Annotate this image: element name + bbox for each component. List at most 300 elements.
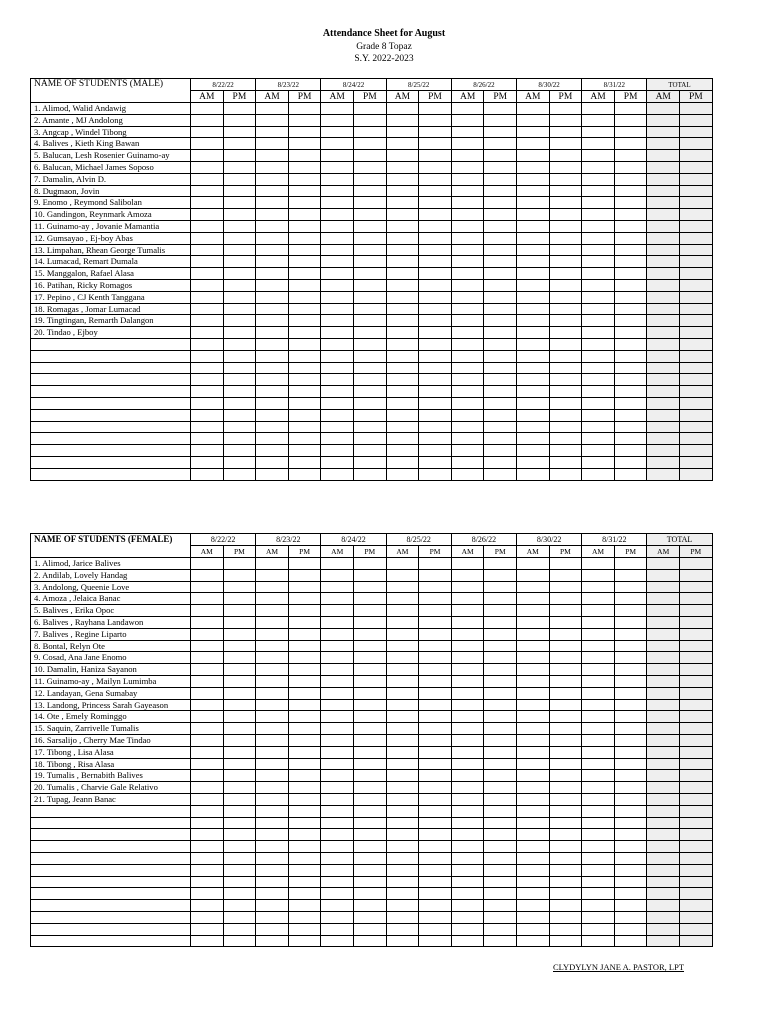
attendance-cell[interactable] bbox=[288, 616, 321, 628]
attendance-cell[interactable] bbox=[223, 445, 256, 457]
attendance-cell[interactable] bbox=[582, 711, 615, 723]
attendance-cell[interactable] bbox=[549, 468, 582, 480]
attendance-cell[interactable] bbox=[321, 581, 354, 593]
total-cell[interactable] bbox=[680, 770, 713, 782]
attendance-cell[interactable] bbox=[419, 675, 452, 687]
attendance-cell[interactable] bbox=[451, 699, 484, 711]
total-cell[interactable] bbox=[647, 468, 680, 480]
total-cell[interactable] bbox=[680, 232, 713, 244]
attendance-cell[interactable] bbox=[549, 876, 582, 888]
attendance-cell[interactable] bbox=[517, 268, 550, 280]
attendance-cell[interactable] bbox=[223, 876, 256, 888]
attendance-cell[interactable] bbox=[354, 675, 387, 687]
attendance-cell[interactable] bbox=[386, 173, 419, 185]
attendance-cell[interactable] bbox=[386, 711, 419, 723]
attendance-cell[interactable] bbox=[386, 315, 419, 327]
attendance-cell[interactable] bbox=[354, 197, 387, 209]
attendance-cell[interactable] bbox=[256, 445, 289, 457]
attendance-cell[interactable] bbox=[549, 409, 582, 421]
total-cell[interactable] bbox=[647, 138, 680, 150]
attendance-cell[interactable] bbox=[191, 817, 224, 829]
attendance-cell[interactable] bbox=[419, 605, 452, 617]
attendance-cell[interactable] bbox=[223, 256, 256, 268]
attendance-cell[interactable] bbox=[582, 734, 615, 746]
attendance-cell[interactable] bbox=[484, 687, 517, 699]
attendance-cell[interactable] bbox=[256, 409, 289, 421]
attendance-cell[interactable] bbox=[354, 687, 387, 699]
attendance-cell[interactable] bbox=[288, 114, 321, 126]
attendance-cell[interactable] bbox=[354, 616, 387, 628]
attendance-cell[interactable] bbox=[223, 687, 256, 699]
attendance-cell[interactable] bbox=[321, 232, 354, 244]
attendance-cell[interactable] bbox=[191, 338, 224, 350]
attendance-cell[interactable] bbox=[321, 616, 354, 628]
attendance-cell[interactable] bbox=[549, 841, 582, 853]
attendance-cell[interactable] bbox=[582, 793, 615, 805]
attendance-cell[interactable] bbox=[451, 315, 484, 327]
attendance-cell[interactable] bbox=[386, 652, 419, 664]
attendance-cell[interactable] bbox=[582, 161, 615, 173]
attendance-cell[interactable] bbox=[223, 338, 256, 350]
attendance-cell[interactable] bbox=[484, 173, 517, 185]
attendance-cell[interactable] bbox=[386, 468, 419, 480]
attendance-cell[interactable] bbox=[321, 876, 354, 888]
attendance-cell[interactable] bbox=[288, 279, 321, 291]
attendance-cell[interactable] bbox=[582, 445, 615, 457]
total-cell[interactable] bbox=[680, 138, 713, 150]
attendance-cell[interactable] bbox=[419, 456, 452, 468]
attendance-cell[interactable] bbox=[321, 185, 354, 197]
total-cell[interactable] bbox=[680, 315, 713, 327]
attendance-cell[interactable] bbox=[451, 114, 484, 126]
attendance-cell[interactable] bbox=[321, 338, 354, 350]
attendance-cell[interactable] bbox=[256, 569, 289, 581]
attendance-cell[interactable] bbox=[419, 805, 452, 817]
attendance-cell[interactable] bbox=[288, 805, 321, 817]
attendance-cell[interactable] bbox=[419, 409, 452, 421]
attendance-cell[interactable] bbox=[451, 103, 484, 115]
attendance-cell[interactable] bbox=[517, 445, 550, 457]
attendance-cell[interactable] bbox=[549, 138, 582, 150]
attendance-cell[interactable] bbox=[614, 114, 647, 126]
attendance-cell[interactable] bbox=[191, 723, 224, 735]
attendance-cell[interactable] bbox=[451, 327, 484, 339]
attendance-cell[interactable] bbox=[484, 770, 517, 782]
attendance-cell[interactable] bbox=[614, 279, 647, 291]
attendance-cell[interactable] bbox=[582, 664, 615, 676]
attendance-cell[interactable] bbox=[256, 138, 289, 150]
attendance-cell[interactable] bbox=[517, 935, 550, 947]
attendance-cell[interactable] bbox=[256, 279, 289, 291]
attendance-cell[interactable] bbox=[549, 581, 582, 593]
attendance-cell[interactable] bbox=[582, 244, 615, 256]
attendance-cell[interactable] bbox=[354, 911, 387, 923]
total-cell[interactable] bbox=[680, 876, 713, 888]
attendance-cell[interactable] bbox=[256, 421, 289, 433]
attendance-cell[interactable] bbox=[191, 675, 224, 687]
attendance-cell[interactable] bbox=[386, 103, 419, 115]
attendance-cell[interactable] bbox=[256, 616, 289, 628]
total-cell[interactable] bbox=[647, 279, 680, 291]
attendance-cell[interactable] bbox=[517, 185, 550, 197]
attendance-cell[interactable] bbox=[614, 852, 647, 864]
attendance-cell[interactable] bbox=[321, 711, 354, 723]
attendance-cell[interactable] bbox=[451, 268, 484, 280]
attendance-cell[interactable] bbox=[223, 197, 256, 209]
total-cell[interactable] bbox=[647, 209, 680, 221]
attendance-cell[interactable] bbox=[484, 888, 517, 900]
attendance-cell[interactable] bbox=[484, 593, 517, 605]
attendance-cell[interactable] bbox=[517, 569, 550, 581]
attendance-cell[interactable] bbox=[484, 232, 517, 244]
attendance-cell[interactable] bbox=[288, 138, 321, 150]
attendance-cell[interactable] bbox=[484, 114, 517, 126]
attendance-cell[interactable] bbox=[484, 628, 517, 640]
attendance-cell[interactable] bbox=[321, 923, 354, 935]
attendance-cell[interactable] bbox=[354, 734, 387, 746]
attendance-cell[interactable] bbox=[614, 232, 647, 244]
attendance-cell[interactable] bbox=[517, 456, 550, 468]
attendance-cell[interactable] bbox=[321, 150, 354, 162]
total-cell[interactable] bbox=[680, 652, 713, 664]
attendance-cell[interactable] bbox=[419, 197, 452, 209]
attendance-cell[interactable] bbox=[582, 581, 615, 593]
attendance-cell[interactable] bbox=[484, 433, 517, 445]
attendance-cell[interactable] bbox=[517, 687, 550, 699]
attendance-cell[interactable] bbox=[354, 805, 387, 817]
attendance-cell[interactable] bbox=[256, 150, 289, 162]
attendance-cell[interactable] bbox=[517, 173, 550, 185]
attendance-cell[interactable] bbox=[582, 350, 615, 362]
attendance-cell[interactable] bbox=[288, 374, 321, 386]
attendance-cell[interactable] bbox=[191, 197, 224, 209]
total-cell[interactable] bbox=[647, 569, 680, 581]
total-cell[interactable] bbox=[647, 770, 680, 782]
total-cell[interactable] bbox=[680, 445, 713, 457]
total-cell[interactable] bbox=[647, 303, 680, 315]
attendance-cell[interactable] bbox=[256, 291, 289, 303]
attendance-cell[interactable] bbox=[419, 746, 452, 758]
attendance-cell[interactable] bbox=[549, 628, 582, 640]
attendance-cell[interactable] bbox=[191, 782, 224, 794]
attendance-cell[interactable] bbox=[484, 315, 517, 327]
attendance-cell[interactable] bbox=[582, 841, 615, 853]
attendance-cell[interactable] bbox=[582, 256, 615, 268]
attendance-cell[interactable] bbox=[419, 161, 452, 173]
attendance-cell[interactable] bbox=[256, 758, 289, 770]
attendance-cell[interactable] bbox=[223, 569, 256, 581]
attendance-cell[interactable] bbox=[256, 397, 289, 409]
attendance-cell[interactable] bbox=[321, 628, 354, 640]
total-cell[interactable] bbox=[680, 793, 713, 805]
attendance-cell[interactable] bbox=[321, 900, 354, 912]
attendance-cell[interactable] bbox=[582, 911, 615, 923]
attendance-cell[interactable] bbox=[191, 687, 224, 699]
attendance-cell[interactable] bbox=[451, 244, 484, 256]
attendance-cell[interactable] bbox=[517, 876, 550, 888]
attendance-cell[interactable] bbox=[386, 433, 419, 445]
attendance-cell[interactable] bbox=[354, 456, 387, 468]
attendance-cell[interactable] bbox=[419, 303, 452, 315]
attendance-cell[interactable] bbox=[321, 445, 354, 457]
attendance-cell[interactable] bbox=[549, 746, 582, 758]
total-cell[interactable] bbox=[647, 386, 680, 398]
attendance-cell[interactable] bbox=[191, 805, 224, 817]
attendance-cell[interactable] bbox=[354, 888, 387, 900]
total-cell[interactable] bbox=[647, 605, 680, 617]
attendance-cell[interactable] bbox=[614, 758, 647, 770]
attendance-cell[interactable] bbox=[288, 628, 321, 640]
total-cell[interactable] bbox=[647, 723, 680, 735]
attendance-cell[interactable] bbox=[191, 841, 224, 853]
attendance-cell[interactable] bbox=[582, 197, 615, 209]
attendance-cell[interactable] bbox=[549, 829, 582, 841]
attendance-cell[interactable] bbox=[451, 209, 484, 221]
attendance-cell[interactable] bbox=[582, 758, 615, 770]
attendance-cell[interactable] bbox=[549, 723, 582, 735]
attendance-cell[interactable] bbox=[191, 327, 224, 339]
attendance-cell[interactable] bbox=[223, 923, 256, 935]
attendance-cell[interactable] bbox=[582, 746, 615, 758]
attendance-cell[interactable] bbox=[484, 350, 517, 362]
attendance-cell[interactable] bbox=[451, 664, 484, 676]
attendance-cell[interactable] bbox=[386, 161, 419, 173]
attendance-cell[interactable] bbox=[614, 558, 647, 570]
attendance-cell[interactable] bbox=[451, 468, 484, 480]
attendance-cell[interactable] bbox=[549, 220, 582, 232]
total-cell[interactable] bbox=[680, 114, 713, 126]
attendance-cell[interactable] bbox=[549, 268, 582, 280]
attendance-cell[interactable] bbox=[223, 232, 256, 244]
total-cell[interactable] bbox=[680, 817, 713, 829]
attendance-cell[interactable] bbox=[484, 723, 517, 735]
attendance-cell[interactable] bbox=[321, 291, 354, 303]
total-cell[interactable] bbox=[680, 935, 713, 947]
attendance-cell[interactable] bbox=[191, 161, 224, 173]
attendance-cell[interactable] bbox=[256, 468, 289, 480]
attendance-cell[interactable] bbox=[321, 723, 354, 735]
attendance-cell[interactable] bbox=[288, 397, 321, 409]
attendance-cell[interactable] bbox=[614, 327, 647, 339]
attendance-cell[interactable] bbox=[614, 675, 647, 687]
attendance-cell[interactable] bbox=[354, 185, 387, 197]
attendance-cell[interactable] bbox=[614, 362, 647, 374]
attendance-cell[interactable] bbox=[223, 558, 256, 570]
attendance-cell[interactable] bbox=[288, 675, 321, 687]
attendance-cell[interactable] bbox=[386, 327, 419, 339]
attendance-cell[interactable] bbox=[419, 758, 452, 770]
attendance-cell[interactable] bbox=[614, 616, 647, 628]
attendance-cell[interactable] bbox=[614, 291, 647, 303]
attendance-cell[interactable] bbox=[386, 675, 419, 687]
attendance-cell[interactable] bbox=[288, 876, 321, 888]
attendance-cell[interactable] bbox=[321, 675, 354, 687]
total-cell[interactable] bbox=[647, 805, 680, 817]
attendance-cell[interactable] bbox=[223, 303, 256, 315]
total-cell[interactable] bbox=[680, 409, 713, 421]
attendance-cell[interactable] bbox=[354, 605, 387, 617]
attendance-cell[interactable] bbox=[582, 362, 615, 374]
attendance-cell[interactable] bbox=[223, 829, 256, 841]
attendance-cell[interactable] bbox=[419, 279, 452, 291]
attendance-cell[interactable] bbox=[451, 876, 484, 888]
attendance-cell[interactable] bbox=[614, 793, 647, 805]
attendance-cell[interactable] bbox=[517, 150, 550, 162]
attendance-cell[interactable] bbox=[288, 220, 321, 232]
attendance-cell[interactable] bbox=[321, 558, 354, 570]
attendance-cell[interactable] bbox=[614, 468, 647, 480]
attendance-cell[interactable] bbox=[451, 616, 484, 628]
attendance-cell[interactable] bbox=[256, 220, 289, 232]
attendance-cell[interactable] bbox=[354, 569, 387, 581]
total-cell[interactable] bbox=[647, 197, 680, 209]
attendance-cell[interactable] bbox=[582, 303, 615, 315]
attendance-cell[interactable] bbox=[517, 888, 550, 900]
attendance-cell[interactable] bbox=[288, 699, 321, 711]
attendance-cell[interactable] bbox=[614, 268, 647, 280]
attendance-cell[interactable] bbox=[354, 374, 387, 386]
attendance-cell[interactable] bbox=[419, 291, 452, 303]
attendance-cell[interactable] bbox=[321, 173, 354, 185]
attendance-cell[interactable] bbox=[419, 256, 452, 268]
total-cell[interactable] bbox=[680, 350, 713, 362]
total-cell[interactable] bbox=[647, 664, 680, 676]
attendance-cell[interactable] bbox=[321, 652, 354, 664]
attendance-cell[interactable] bbox=[191, 445, 224, 457]
attendance-cell[interactable] bbox=[582, 433, 615, 445]
attendance-cell[interactable] bbox=[419, 793, 452, 805]
attendance-cell[interactable] bbox=[517, 900, 550, 912]
attendance-cell[interactable] bbox=[223, 817, 256, 829]
attendance-cell[interactable] bbox=[223, 468, 256, 480]
attendance-cell[interactable] bbox=[582, 327, 615, 339]
attendance-cell[interactable] bbox=[549, 244, 582, 256]
attendance-cell[interactable] bbox=[484, 793, 517, 805]
attendance-cell[interactable] bbox=[354, 303, 387, 315]
attendance-cell[interactable] bbox=[354, 256, 387, 268]
attendance-cell[interactable] bbox=[614, 805, 647, 817]
attendance-cell[interactable] bbox=[614, 315, 647, 327]
attendance-cell[interactable] bbox=[386, 734, 419, 746]
attendance-cell[interactable] bbox=[256, 593, 289, 605]
attendance-cell[interactable] bbox=[549, 852, 582, 864]
attendance-cell[interactable] bbox=[288, 652, 321, 664]
attendance-cell[interactable] bbox=[484, 421, 517, 433]
total-cell[interactable] bbox=[680, 711, 713, 723]
total-cell[interactable] bbox=[680, 209, 713, 221]
attendance-cell[interactable] bbox=[614, 723, 647, 735]
attendance-cell[interactable] bbox=[582, 569, 615, 581]
attendance-cell[interactable] bbox=[484, 197, 517, 209]
total-cell[interactable] bbox=[647, 852, 680, 864]
total-cell[interactable] bbox=[680, 805, 713, 817]
attendance-cell[interactable] bbox=[354, 699, 387, 711]
attendance-cell[interactable] bbox=[582, 291, 615, 303]
attendance-cell[interactable] bbox=[549, 185, 582, 197]
attendance-cell[interactable] bbox=[419, 445, 452, 457]
attendance-cell[interactable] bbox=[223, 782, 256, 794]
attendance-cell[interactable] bbox=[288, 468, 321, 480]
total-cell[interactable] bbox=[647, 244, 680, 256]
attendance-cell[interactable] bbox=[419, 103, 452, 115]
attendance-cell[interactable] bbox=[517, 923, 550, 935]
attendance-cell[interactable] bbox=[549, 173, 582, 185]
attendance-cell[interactable] bbox=[517, 232, 550, 244]
attendance-cell[interactable] bbox=[614, 421, 647, 433]
attendance-cell[interactable] bbox=[223, 185, 256, 197]
attendance-cell[interactable] bbox=[354, 209, 387, 221]
attendance-cell[interactable] bbox=[386, 640, 419, 652]
attendance-cell[interactable] bbox=[419, 664, 452, 676]
attendance-cell[interactable] bbox=[191, 652, 224, 664]
attendance-cell[interactable] bbox=[386, 746, 419, 758]
attendance-cell[interactable] bbox=[321, 256, 354, 268]
attendance-cell[interactable] bbox=[386, 362, 419, 374]
attendance-cell[interactable] bbox=[517, 362, 550, 374]
attendance-cell[interactable] bbox=[484, 569, 517, 581]
attendance-cell[interactable] bbox=[451, 197, 484, 209]
attendance-cell[interactable] bbox=[386, 923, 419, 935]
attendance-cell[interactable] bbox=[419, 734, 452, 746]
attendance-cell[interactable] bbox=[484, 220, 517, 232]
attendance-cell[interactable] bbox=[191, 888, 224, 900]
attendance-cell[interactable] bbox=[517, 350, 550, 362]
attendance-cell[interactable] bbox=[614, 923, 647, 935]
attendance-cell[interactable] bbox=[256, 232, 289, 244]
total-cell[interactable] bbox=[647, 103, 680, 115]
attendance-cell[interactable] bbox=[321, 268, 354, 280]
attendance-cell[interactable] bbox=[419, 126, 452, 138]
attendance-cell[interactable] bbox=[288, 303, 321, 315]
attendance-cell[interactable] bbox=[354, 935, 387, 947]
attendance-cell[interactable] bbox=[386, 876, 419, 888]
attendance-cell[interactable] bbox=[386, 864, 419, 876]
attendance-cell[interactable] bbox=[451, 126, 484, 138]
attendance-cell[interactable] bbox=[354, 829, 387, 841]
attendance-cell[interactable] bbox=[191, 362, 224, 374]
total-cell[interactable] bbox=[647, 817, 680, 829]
attendance-cell[interactable] bbox=[288, 900, 321, 912]
attendance-cell[interactable] bbox=[191, 746, 224, 758]
attendance-cell[interactable] bbox=[517, 852, 550, 864]
attendance-cell[interactable] bbox=[582, 852, 615, 864]
attendance-cell[interactable] bbox=[191, 350, 224, 362]
attendance-cell[interactable] bbox=[451, 409, 484, 421]
attendance-cell[interactable] bbox=[517, 782, 550, 794]
attendance-cell[interactable] bbox=[451, 220, 484, 232]
attendance-cell[interactable] bbox=[256, 935, 289, 947]
attendance-cell[interactable] bbox=[354, 244, 387, 256]
attendance-cell[interactable] bbox=[191, 640, 224, 652]
total-cell[interactable] bbox=[680, 126, 713, 138]
attendance-cell[interactable] bbox=[451, 888, 484, 900]
attendance-cell[interactable] bbox=[354, 852, 387, 864]
attendance-cell[interactable] bbox=[354, 150, 387, 162]
attendance-cell[interactable] bbox=[549, 338, 582, 350]
attendance-cell[interactable] bbox=[614, 817, 647, 829]
attendance-cell[interactable] bbox=[419, 397, 452, 409]
attendance-cell[interactable] bbox=[419, 338, 452, 350]
attendance-cell[interactable] bbox=[288, 817, 321, 829]
attendance-cell[interactable] bbox=[484, 268, 517, 280]
attendance-cell[interactable] bbox=[354, 758, 387, 770]
attendance-cell[interactable] bbox=[549, 421, 582, 433]
attendance-cell[interactable] bbox=[484, 409, 517, 421]
attendance-cell[interactable] bbox=[354, 900, 387, 912]
attendance-cell[interactable] bbox=[451, 150, 484, 162]
total-cell[interactable] bbox=[647, 338, 680, 350]
attendance-cell[interactable] bbox=[386, 397, 419, 409]
